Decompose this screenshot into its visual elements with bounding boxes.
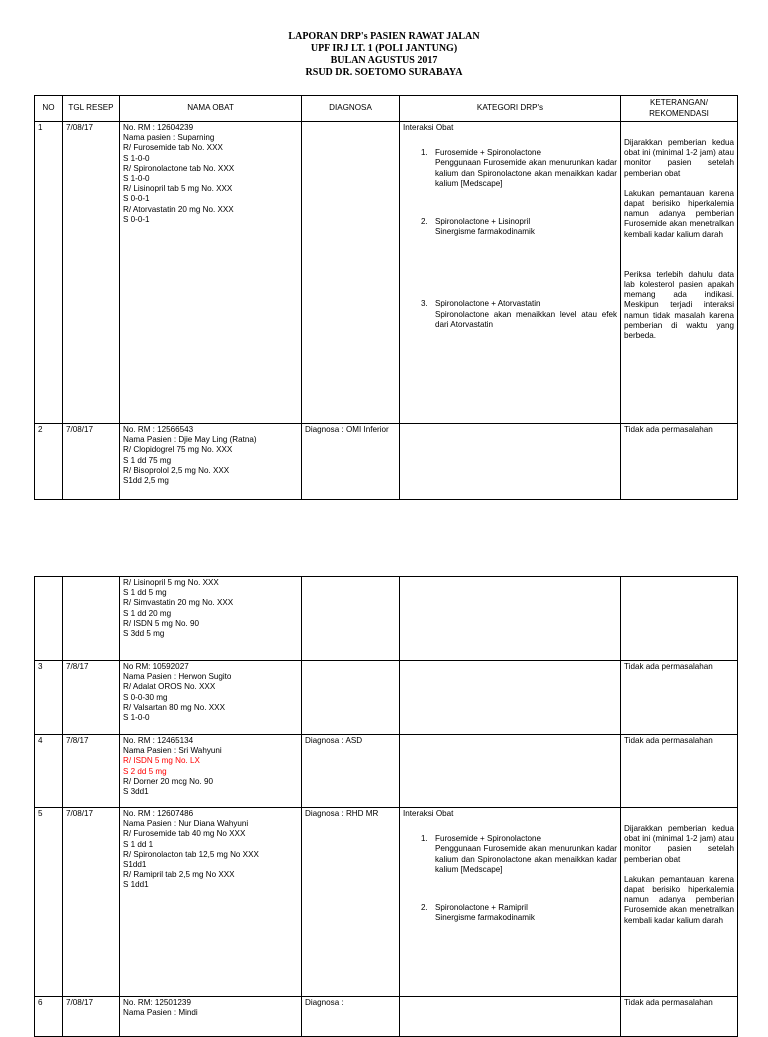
obat-line-highlighted: R/ ISDN 5 mg No. LX [123,756,200,766]
report-hospital: RSUD DR. SOETOMO SURABAYA [305,67,463,78]
cell-diagnosa [302,577,400,661]
recommendation-note: Lakukan pemantauan karena dapat berisiko hiperkalemia namun adanya pemberian Furosemide akan menetralkan kembali kadar kalium darah [624,874,734,925]
interaction-spacer [403,189,617,217]
kategori-title: Interaksi Obat [403,123,454,132]
table-row-1 [35,122,738,424]
recommendation-note: Tidak ada permasalahan [624,998,713,1007]
interaction-item [403,299,617,330]
recommendation-note: Lakukan pemantauan karena dapat berisiko hiperkalemia namun adanya pemberian Furosemide akan menetralkan kembali kadar kalium darah [624,188,734,239]
obat-line: No. RM : 12607486 [123,809,194,818]
table-header-row [35,96,738,122]
cell-nama-obat [120,661,302,735]
interaction-item [403,217,617,237]
obat-line: Nama Pasien : Djie May Ling (Ratna) [123,435,257,445]
obat-line: R/ Spironolacton tab 12,5 mg No XXX [123,849,259,859]
recommendation-note: Periksa terlebih dahulu data lab kolesterol pasien apakah memang ada indikasi. Meskipun terjadi interaksi namun tidak masalah karena pemberian di waktu yang berbeda. [624,269,734,341]
obat-line: S1dd 2,5 mg [123,476,169,486]
obat-line: Nama Pasien : Mindi [123,1008,198,1018]
interaction-number: 1. [421,834,428,844]
report-header [0,31,768,79]
obat-line: R/ Atorvastatin 20 mg No. XXX [123,204,234,214]
interaction-description: Penggunaan Furosemide akan menurunkan kadar kalium dan Spironolactone akan menaikkan kadar kalium [Medscape] [435,158,617,188]
cell-keterangan [621,808,738,997]
cell-tgl-resep: 7/08/17 [63,808,120,997]
obat-line: S 3dd1 [123,787,149,797]
report-period: BULAN AGUSTUS 2017 [330,55,438,66]
cell-nama-obat [120,735,302,808]
obat-line: No. RM : 12465134 [123,736,194,745]
cell-tgl-resep: 7/08/17 [63,122,120,424]
cell-nama-obat [120,997,302,1037]
recommendation-note: Tidak ada permasalahan [624,662,713,671]
interaction-spacer [403,237,617,299]
cell-keterangan [621,997,738,1037]
obat-line: Nama Pasien : Herwon Sugito [123,672,232,682]
interaction-item [403,903,617,923]
column-header-kategori-drp: KATEGORI DRP's [400,96,621,122]
table-row-3 [35,661,738,735]
cell-no: 2 [35,424,63,500]
interaction-list [403,148,617,330]
interaction-number: 3. [421,299,428,309]
column-header-keterangan [621,96,738,122]
cell-keterangan [621,735,738,808]
obat-line: R/ Spironolactone tab No. XXX [123,163,235,173]
cell-tgl-resep: 7/08/17 [63,997,120,1037]
cell-diagnosa: Diagnosa : OMI Inferior [302,424,400,500]
drp-table-page-1 [34,95,738,500]
obat-line: S 0-0-1 [123,214,150,224]
obat-line: No. RM : 12566543 [123,425,194,434]
cell-kategori-drp [400,735,621,808]
obat-line: Nama Pasien : Nur Diana Wahyuni [123,819,249,829]
table-row-5 [35,808,738,997]
obat-line: S 1 dd 5 mg [123,588,167,598]
recommendation-note: Dijarakkan pemberian kedua obat ini (minimal 1-2 jam) atau monitor pasien setelah pemberian obat [624,824,734,864]
interaction-number: 2. [421,903,428,913]
column-header-nama-obat: NAMA OBAT [120,96,302,122]
cell-tgl-resep [63,577,120,661]
interaction-title: Spironolactone + Ramipril [435,903,528,913]
interaction-title: Furosemide + Spironolactone [435,148,541,158]
cell-no [35,577,63,661]
cell-keterangan [621,424,738,500]
obat-line: S 1 dd 75 mg [123,455,172,465]
obat-line: R/ Simvastatin 20 mg No. XXX [123,598,234,608]
table-row-2-continued [35,577,738,661]
obat-line: S 1 dd 1 [123,839,154,849]
cell-nama-obat [120,577,302,661]
cell-keterangan [621,577,738,661]
cell-diagnosa [302,122,400,424]
obat-line: R/ Lisinopril tab 5 mg No. XXX [123,184,233,194]
cell-kategori-drp [400,808,621,997]
interaction-description: Sinergisme farmakodinamik [435,913,535,923]
cell-diagnosa: Diagnosa : RHD MR [302,808,400,997]
cell-keterangan [621,661,738,735]
obat-line: S1dd1 [123,860,147,870]
obat-line: S 1dd1 [123,880,149,890]
cell-tgl-resep: 7/08/17 [63,424,120,500]
table-row-6 [35,997,738,1037]
obat-line: No. RM: 12501239 [123,998,191,1007]
cell-no: 6 [35,997,63,1037]
interaction-item [403,834,617,875]
interaction-number: 1. [421,148,428,158]
cell-kategori-drp [400,997,621,1037]
interaction-list [403,834,617,923]
recommendation-note: Dijarakkan pemberian kedua obat ini (minimal 1-2 jam) atau monitor pasien setelah pemberian obat [624,138,734,178]
interaction-title: Furosemide + Spironolactone [435,834,541,844]
obat-line: R/ Bisoprolol 2,5 mg No. XXX [123,465,230,475]
cell-no: 3 [35,661,63,735]
cell-kategori-drp [400,577,621,661]
interaction-number: 2. [421,217,428,227]
interaction-spacer [403,875,617,903]
interaction-title: Spironolactone + Lisinopril [435,217,531,227]
interaction-description: Spironolactone akan menaikkan level atau efek dari Atorvastatin [435,309,617,329]
cell-tgl-resep: 7/8/17 [63,735,120,808]
cell-diagnosa: Diagnosa : [302,997,400,1037]
obat-line: R/ Furosemide tab 40 mg No XXX [123,829,246,839]
recommendation-note: Tidak ada permasalahan [624,736,713,745]
cell-kategori-drp [400,661,621,735]
cell-kategori-drp [400,122,621,424]
obat-line: R/ ISDN 5 mg No. 90 [123,618,200,628]
cell-diagnosa: Diagnosa : ASD [302,735,400,808]
obat-line: R/ Valsartan 80 mg No. XXX [123,702,225,712]
kategori-title: Interaksi Obat [403,809,454,818]
interaction-description: Sinergisme farmakodinamik [435,227,535,237]
obat-line: S 3dd 5 mg [123,629,165,639]
report-title: LAPORAN DRP's PASIEN RAWAT JALAN [288,31,480,42]
obat-line: S 1-0-0 [123,153,150,163]
obat-line: R/ Dorner 20 mcg No. 90 [123,776,213,786]
column-header-tgl-resep: TGL RESEP [63,96,120,122]
drp-table-page-2 [34,576,738,1037]
obat-line: R/ Lisinopril 5 mg No. XXX [123,578,219,587]
obat-line: Nama pasien : Suparning [123,133,215,143]
report-unit: UPF IRJ LT. 1 (POLI JANTUNG) [310,43,458,54]
obat-line: Nama Pasien : Sri Wahyuni [123,746,222,756]
obat-line: R/ Clopidogrel 75 mg No. XXX [123,445,233,455]
interaction-item [403,148,617,189]
obat-line: R/ Adalat OROS No. XXX [123,682,216,692]
obat-line: S 1-0-0 [123,174,150,184]
interaction-title: Spironolactone + Atorvastatin [435,299,541,309]
cell-no: 5 [35,808,63,997]
obat-line: No RM: 10592027 [123,662,189,671]
column-header-keterangan-line1: KETERANGAN/ [649,98,709,108]
cell-no: 1 [35,122,63,424]
obat-line: S 1 dd 20 mg [123,608,172,618]
cell-nama-obat [120,808,302,997]
cell-nama-obat [120,122,302,424]
obat-line-highlighted: S 2 dd 5 mg [123,766,167,776]
table-row-4 [35,735,738,808]
cell-diagnosa [302,661,400,735]
column-header-keterangan-line2: REKOMENDASI [649,108,709,118]
column-header-diagnosa: DIAGNOSA [302,96,400,122]
recommendation-note: Tidak ada permasalahan [624,425,713,434]
obat-line: S 0-0-30 mg [123,692,168,702]
cell-keterangan [621,122,738,424]
table-row-2 [35,424,738,500]
cell-nama-obat [120,424,302,500]
column-header-no: NO [35,96,63,122]
obat-line: R/ Ramipril tab 2,5 mg No XXX [123,870,235,880]
cell-no: 4 [35,735,63,808]
interaction-description: Penggunaan Furosemide akan menurunkan kadar kalium dan Spironolactone akan menaikkan kadar kalium [Medscape] [435,844,617,874]
obat-line: R/ Furosemide tab No. XXX [123,143,223,153]
obat-line: S 0-0-1 [123,194,150,204]
cell-tgl-resep: 7/8/17 [63,661,120,735]
obat-line: S 1-0-0 [123,713,150,723]
obat-line: No. RM : 12604239 [123,123,194,132]
cell-kategori-drp [400,424,621,500]
